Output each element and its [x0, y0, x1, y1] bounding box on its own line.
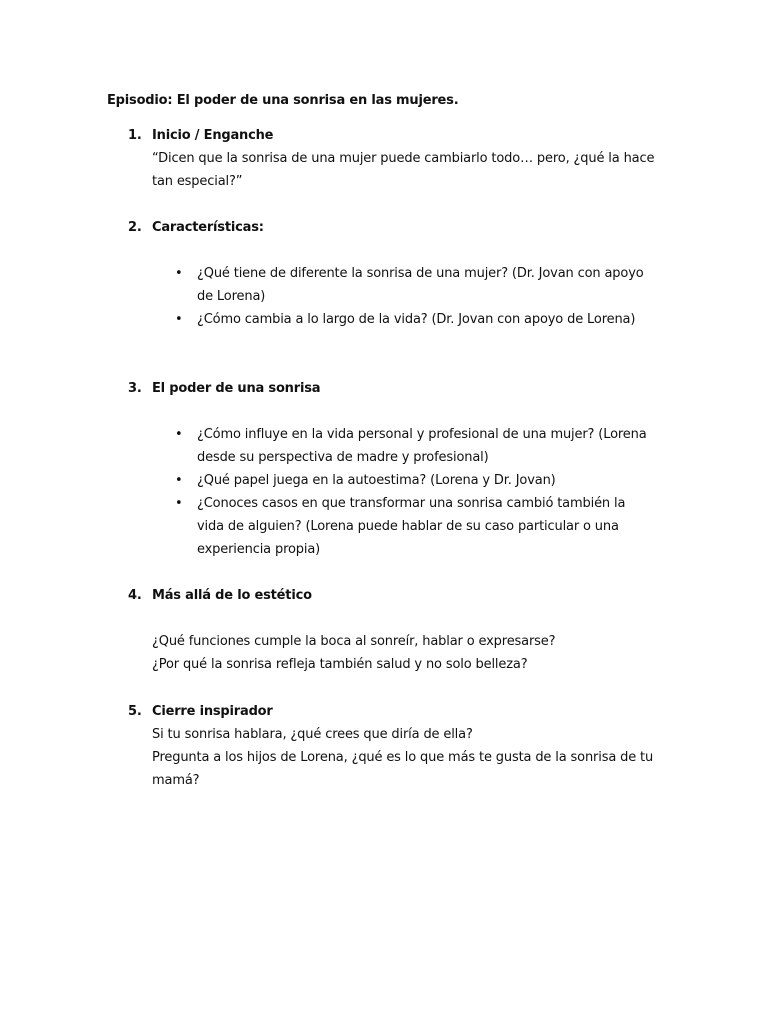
- section-cierre: [107, 700, 667, 792]
- section-paragraph: “Dicen que la sonrisa de una mujer puede cambiarlo todo… pero, ¿qué la hace tan especial?”: [152, 151, 655, 189]
- section-heading: [107, 584, 667, 607]
- list-item-text: ¿Cómo influye en la vida personal y profesional de una mujer? (Lorena desde su perspectiva de madre y profesional): [197, 427, 647, 465]
- section-paragraph: Si tu sonrisa hablara, ¿qué crees que diría de ella?: [152, 727, 473, 742]
- section-heading: [107, 700, 667, 723]
- bullet-list: [107, 423, 667, 561]
- list-item: [107, 469, 652, 492]
- section-title: Inicio / Enganche: [152, 128, 274, 143]
- section-number: 4.: [128, 588, 142, 603]
- section-paragraph: ¿Por qué la sonrisa refleja también salud y no solo belleza?: [152, 657, 528, 672]
- list-item: [107, 262, 652, 308]
- list-item: [107, 308, 652, 331]
- list-item-text: ¿Cómo cambia a lo largo de la vida? (Dr. Jovan con apoyo de Lorena): [197, 312, 636, 327]
- bullet-marker: •: [175, 427, 183, 442]
- section-inicio: [107, 124, 667, 193]
- list-item: [107, 423, 652, 469]
- list-item-text: ¿Conoces casos en que transformar una sonrisa cambió también la vida de alguien? (Lorena puede hablar de su caso particular o una experiencia propia): [197, 496, 626, 557]
- section-title: Más allá de lo estético: [152, 588, 312, 603]
- section-poder: [107, 377, 667, 561]
- section-title: Cierre inspirador: [152, 704, 273, 719]
- list-item-text: ¿Qué papel juega en la autoestima? (Lorena y Dr. Jovan): [197, 473, 556, 488]
- section-number: 3.: [128, 381, 142, 396]
- section-mas-alla: [107, 584, 667, 676]
- section-heading: [107, 377, 667, 400]
- document-title: Episodio: El poder de una sonrisa en las mujeres.: [107, 93, 459, 108]
- bullet-marker: •: [175, 266, 183, 281]
- section-number: 1.: [128, 128, 142, 143]
- section-heading: [107, 216, 667, 239]
- section-caracteristicas: [107, 216, 667, 331]
- section-title: Características:: [152, 220, 264, 235]
- bullet-marker: •: [175, 473, 183, 488]
- section-title: El poder de una sonrisa: [152, 381, 321, 396]
- list-item-text: ¿Qué tiene de diferente la sonrisa de una mujer? (Dr. Jovan con apoyo de Lorena): [197, 266, 644, 304]
- section-paragraph: Pregunta a los hijos de Lorena, ¿qué es lo que más te gusta de la sonrisa de tu mamá?: [152, 750, 654, 788]
- bullet-list: [107, 262, 667, 331]
- section-heading: [107, 124, 667, 147]
- section-number: 5.: [128, 704, 142, 719]
- bullet-marker: •: [175, 312, 183, 327]
- section-paragraph: ¿Qué funciones cumple la boca al sonreír, hablar o expresarse?: [152, 634, 556, 649]
- bullet-marker: •: [175, 496, 183, 511]
- list-item: [107, 492, 652, 561]
- section-number: 2.: [128, 220, 142, 235]
